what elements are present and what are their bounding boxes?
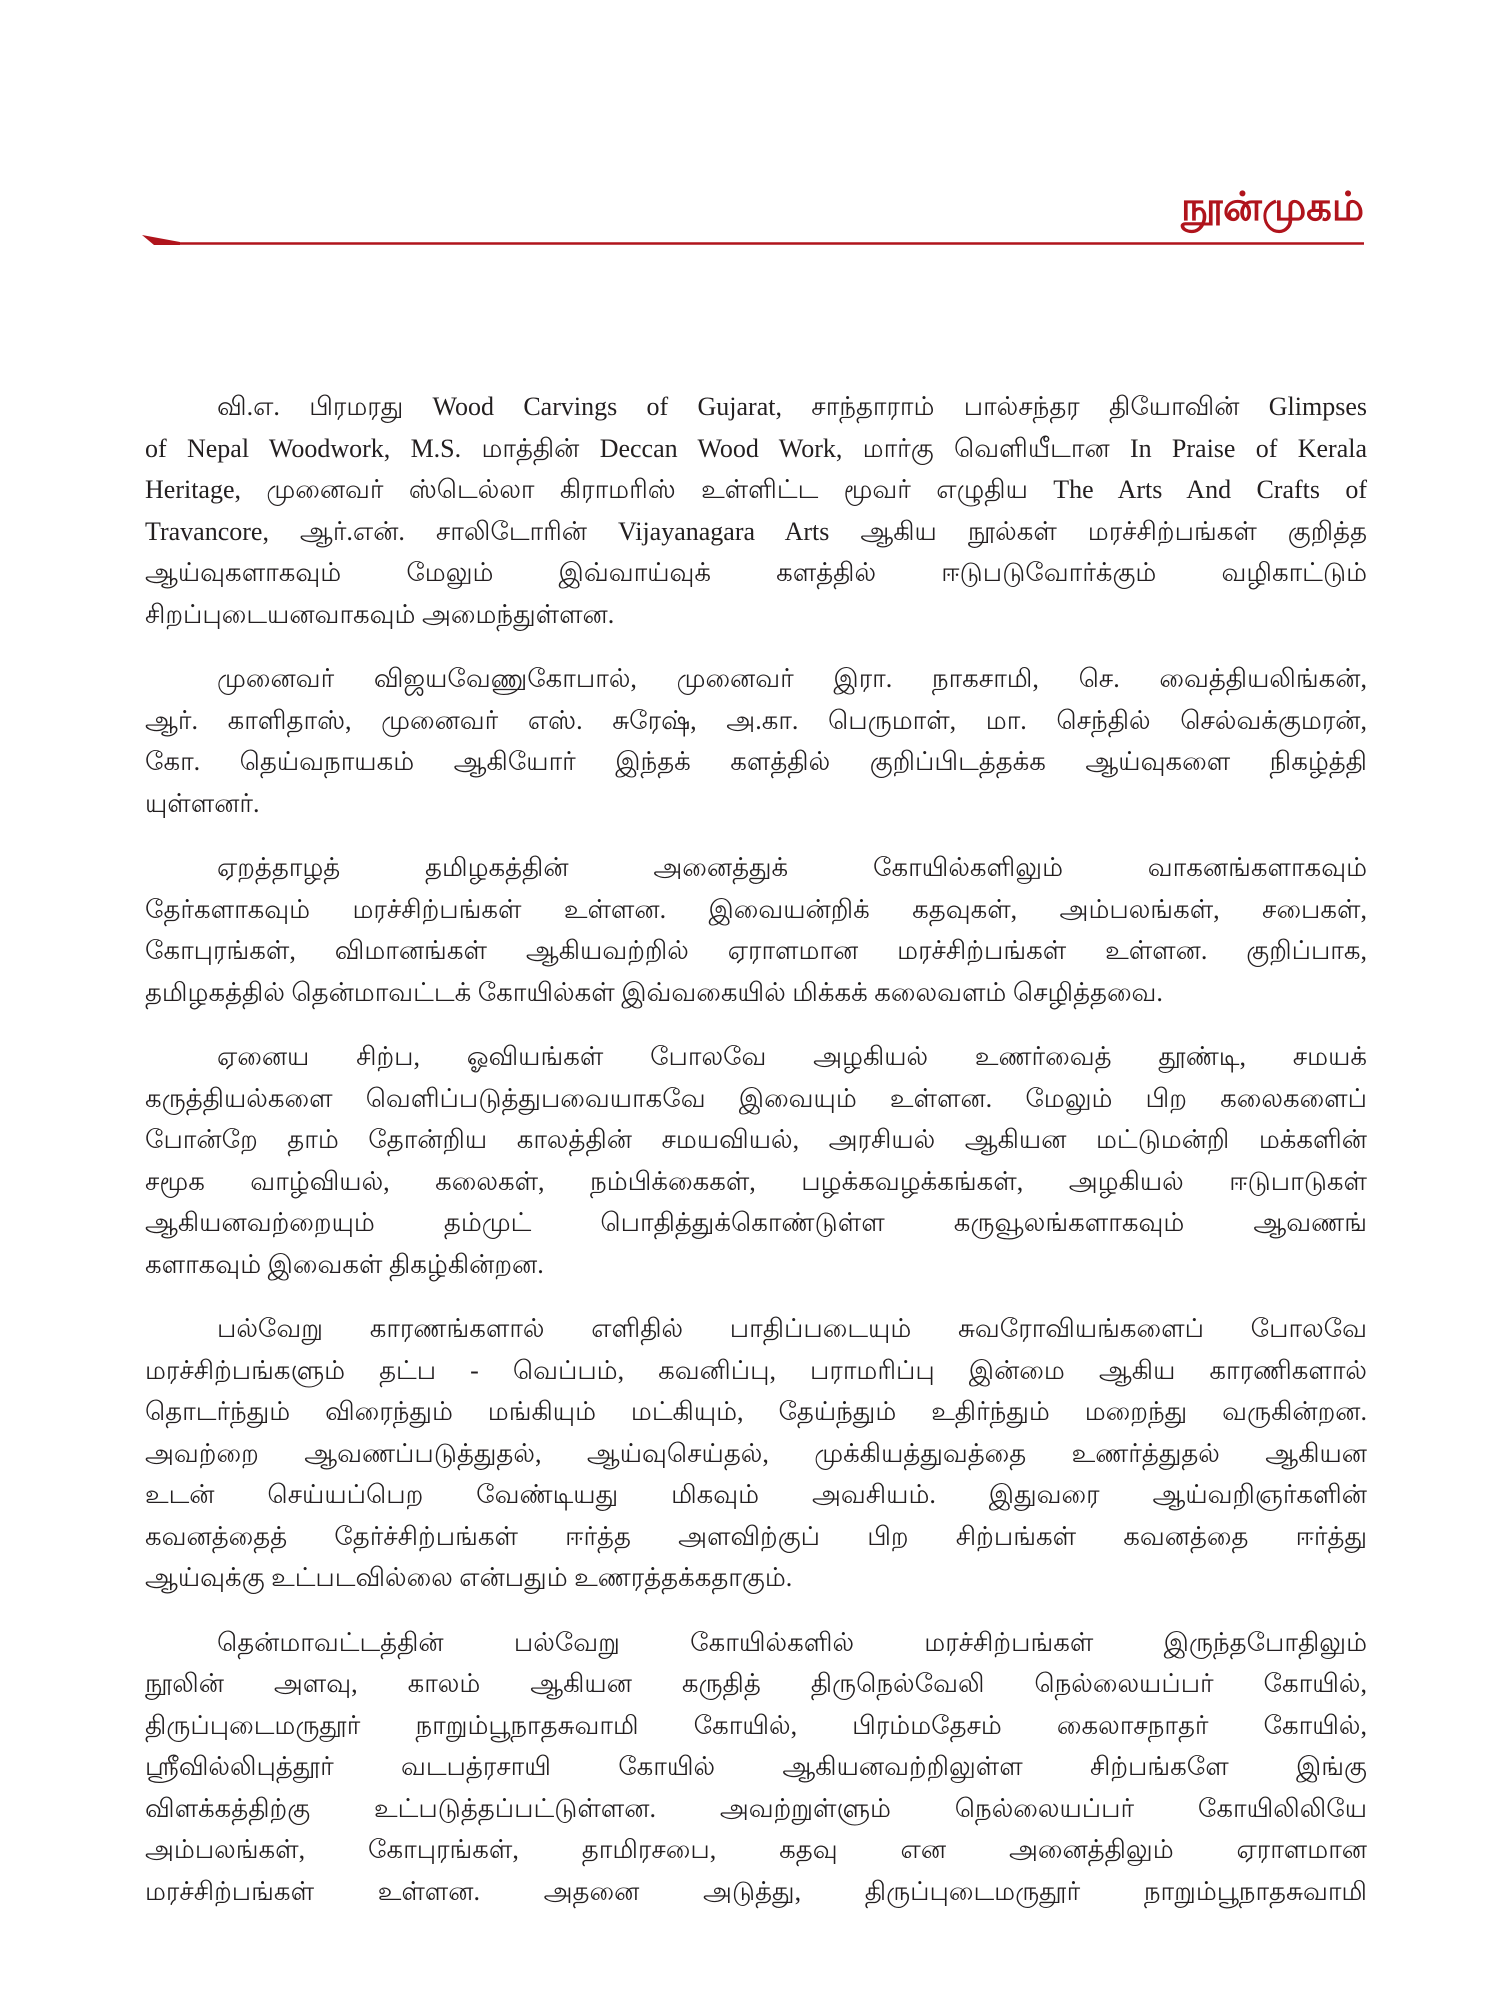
text-line: மரச்சிற்பங்களும் தட்ப - வெப்பம், கவனிப்பு, பராமரிப்பு இன்மை ஆகிய காரணிகளால்: [145, 1355, 1367, 1385]
text-line: தேர்களாகவும் மரச்சிற்பங்கள் உள்ளன. இவையன்றிக் கதவுகள், அம்பலங்கள், சபைகள்,: [145, 894, 1367, 924]
paragraph: [145, 1622, 1367, 1913]
text-line: தென்மாவட்டத்தின் பல்வேறு கோயில்களில் மரச்சிற்பங்கள் இருந்தபோதிலும்: [217, 1627, 1367, 1657]
text-line: தமிழகத்தில் தென்மாவட்டக் கோயில்கள் இவ்வகையில் மிக்கக் கலைவளம் செழித்தவை.: [145, 977, 1163, 1007]
text-line: வி.எ. பிரமரது Wood Carvings of Gujarat, சாந்தாராம் பால்சந்தர தியோவின் Glimpses: [217, 392, 1367, 421]
text-line: உடன் செய்யப்பெற வேண்டியது மிகவும் அவசியம். இதுவரை ஆய்வறிஞர்களின்: [145, 1480, 1367, 1509]
text-line: ஆகியனவற்றையும் தம்முட் பொதித்துக்கொண்டுள்ள கருவூலங்களாகவும் ஆவணங்: [145, 1208, 1367, 1237]
text-line: ஏறத்தாழத் தமிழகத்தின் அனைத்துக் கோயில்களிலும் வாகனங்களாகவும்: [217, 853, 1367, 882]
text-line: ஆய்வுகளாகவும் மேலும் இவ்வாய்வுக் களத்தில் ஈடுபடுவோர்க்கும் வழிகாட்டும்: [145, 558, 1367, 587]
text-line: ஆர். காளிதாஸ், முனைவர் எஸ். சுரேஷ், அ.கா. பெருமாள், மா. செந்தில் செல்வக்குமரன்,: [145, 705, 1367, 735]
text-line: களாகவும் இவைகள் திகழ்கின்றன.: [145, 1249, 544, 1279]
paragraph: [145, 1308, 1367, 1599]
text-line: ஆய்வுக்கு உட்படவில்லை என்பதும் உணரத்தக்கதாகும்.: [145, 1563, 793, 1592]
text-line: கருத்தியல்களை வெளிப்படுத்துபவையாகவே இவையும் உள்ளன. மேலும் பிற கலைகளைப்: [145, 1083, 1367, 1113]
text-line: கவனத்தைத் தேர்ச்சிற்பங்கள் ஈர்த்த அளவிற்குப் பிற சிற்பங்கள் கவனத்தை ஈர்த்து: [145, 1521, 1367, 1551]
text-line: Heritage, முனைவர் ஸ்டெல்லா கிராமரிஸ் உள்ளிட்ட மூவர் எழுதிய The Arts And Crafts of: [145, 475, 1367, 504]
text-line: யுள்ளனர்.: [145, 788, 260, 818]
title-rule: [140, 230, 1370, 256]
text-line: ஏனைய சிற்ப, ஓவியங்கள் போலவே அழகியல் உணர்வைத் தூண்டி, சமயக்: [217, 1042, 1367, 1071]
text-line: சிறப்புடையனவாகவும் அமைந்துள்ளன.: [145, 599, 615, 629]
text-line: சமூக வாழ்வியல், கலைகள், நம்பிக்கைகள், பழக்கவழக்கங்கள், அழகியல் ஈடுபாடுகள்: [145, 1166, 1367, 1196]
text-line: முனைவர் விஜயவேணுகோபால், முனைவர் இரா. நாகசாமி, செ. வைத்தியலிங்கன்,: [217, 664, 1367, 693]
text-line: அம்பலங்கள், கோபுரங்கள், தாமிரசபை, கதவு என அனைத்திலும் ஏராளமான: [145, 1835, 1367, 1864]
text-line: தொடர்ந்தும் விரைந்தும் மங்கியும் மட்கியும், தேய்ந்தும் உதிர்ந்தும் மறைந்து வருகின்றன.: [145, 1397, 1367, 1426]
text-line: திருப்புடைமருதூர் நாறும்பூநாதசுவாமி கோயில், பிரம்மதேசம் கைலாசநாதர் கோயில்,: [145, 1710, 1367, 1740]
text-line: நூலின் அளவு, காலம் ஆகியன கருதித் திருநெல்வேலி நெல்லையப்பர் கோயில்,: [145, 1669, 1367, 1698]
text-line: ஸ்ரீவில்லிபுத்தூர் வடபத்ரசாயி கோயில் ஆகியனவற்றிலுள்ள சிற்பங்களே இங்கு: [145, 1752, 1367, 1781]
chapter-title: நூன்முகம்: [1181, 184, 1364, 230]
text-line: Travancore, ஆர்.என். சாலிடோரின் Vijayanagara Arts ஆகிய நூல்கள் மரச்சிற்பங்கள் குறித்த: [145, 516, 1367, 546]
text-line: கோபுரங்கள், விமானங்கள் ஆகியவற்றில் ஏராளமான மரச்சிற்பங்கள் உள்ளன. குறிப்பாக,: [145, 936, 1367, 965]
text-line: கோ. தெய்வநாயகம் ஆகியோர் இந்தக் களத்தில் குறிப்பிடத்தக்க ஆய்வுகளை நிகழ்த்தி: [145, 747, 1367, 776]
paragraph: [145, 658, 1367, 824]
text-line: of Nepal Woodwork, M.S. மாத்தின் Deccan Wood Work, மார்கு வெளியீடான In Praise of Kerala: [145, 433, 1367, 463]
paragraph: [145, 847, 1367, 1013]
body-text: [145, 386, 1367, 1935]
paragraph: [145, 386, 1367, 635]
text-line: மரச்சிற்பங்கள் உள்ளன. அதனை அடுத்து, திருப்புடைமருதூர் நாறும்பூநாதசுவாமி: [145, 1876, 1367, 1906]
paragraph: [145, 1036, 1367, 1285]
text-line: அவற்றை ஆவணப்படுத்துதல், ஆய்வுசெய்தல், முக்கியத்துவத்தை உணர்த்துதல் ஆகியன: [145, 1438, 1367, 1468]
text-line: போன்றே தாம் தோன்றிய காலத்தின் சமயவியல், அரசியல் ஆகியன மட்டுமன்றி மக்களின்: [145, 1125, 1367, 1154]
text-line: பல்வேறு காரணங்களால் எளிதில் பாதிப்படையும் சுவரோவியங்களைப் போலவே: [217, 1314, 1367, 1343]
text-line: விளக்கத்திற்கு உட்படுத்தப்பட்டுள்ளன. அவற்றுள்ளும் நெல்லையப்பர் கோயிலிலியே: [145, 1793, 1367, 1823]
